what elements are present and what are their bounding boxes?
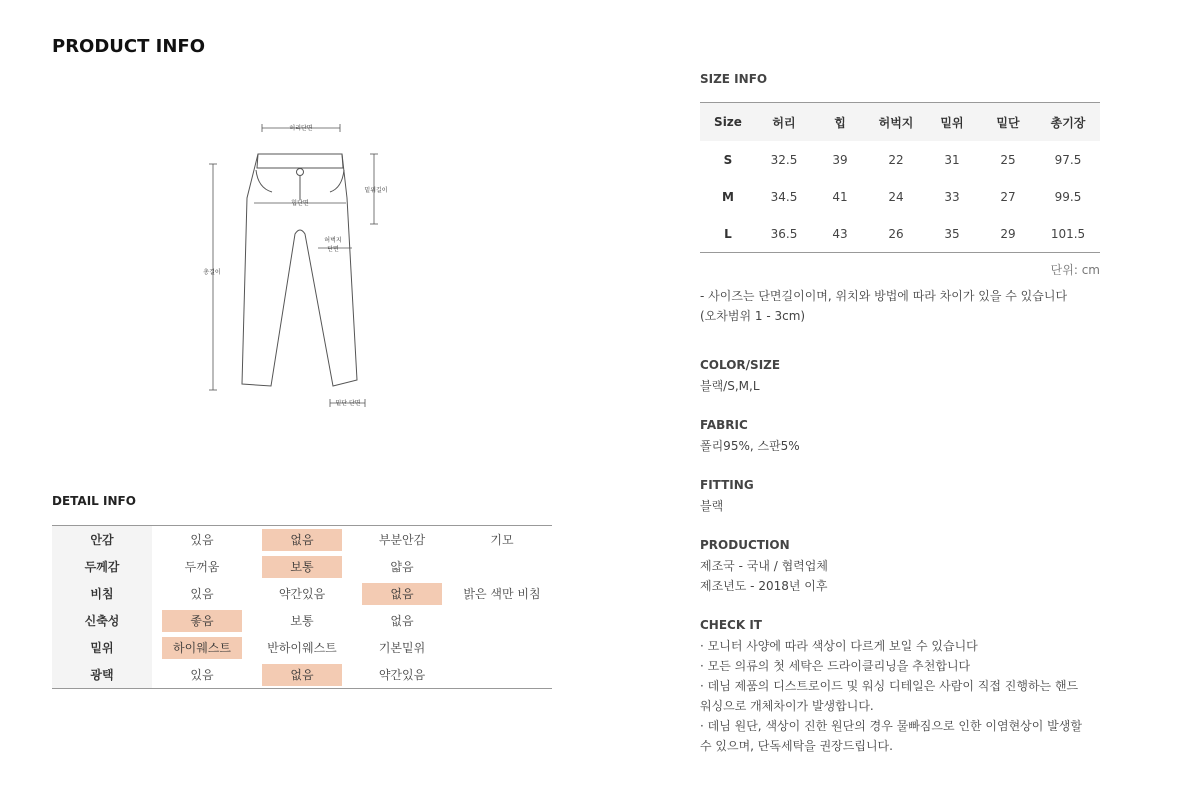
option-cell: [462, 637, 542, 659]
size-cell: 25: [1000, 152, 1016, 167]
col-header: 허벅지: [878, 115, 914, 130]
size-cell: M: [722, 189, 734, 204]
check-it-line: · 데님 원단, 색상이 진한 원단의 경우 물빠짐으로 인한 이염현상이 발생할: [700, 719, 1082, 733]
size-cell: 36.5: [770, 226, 798, 241]
option-cell: 보통: [290, 613, 314, 628]
option-cell-selected: 없음: [362, 583, 442, 605]
size-cell: 24: [888, 189, 904, 204]
size-cell: 26: [888, 226, 904, 241]
size-info-title: SIZE INFO: [700, 72, 768, 86]
option-cell: 있음: [190, 532, 214, 547]
fabric-title: FABRIC: [700, 418, 748, 432]
option-cell-selected: 없음: [262, 529, 342, 551]
size-cell: 97.5: [1054, 152, 1082, 167]
size-cell: 27: [1000, 189, 1016, 204]
size-cell: 32.5: [770, 152, 798, 167]
check-it-line: · 모니터 사양에 따라 색상이 다르게 보일 수 있습니다: [700, 639, 978, 653]
col-header: 밑위: [940, 115, 964, 130]
size-note-line: - 사이즈는 단면길이이며, 위치와 방법에 따라 차이가 있을 수 있습니다: [700, 289, 1068, 303]
left-pocket: [256, 170, 272, 192]
detail-row-label: 안감: [52, 526, 152, 553]
col-header: Size: [714, 115, 742, 129]
option-cell: 부분안감: [378, 532, 426, 547]
label-thigh-1: 허벅지: [324, 237, 342, 244]
check-it-line: 수 있으며, 단독세탁을 권장드립니다.: [700, 739, 893, 753]
size-cell: 39: [832, 152, 848, 167]
option-cell-selected: 좋음: [162, 610, 242, 632]
waistband: [257, 154, 343, 168]
option-cell: 없음: [390, 613, 414, 628]
option-cell: 두꺼움: [184, 559, 220, 574]
size-cell: 99.5: [1054, 189, 1082, 204]
detail-info-table: [52, 525, 552, 689]
option-cell: 있음: [190, 586, 214, 601]
detail-row-thickness: [52, 553, 552, 580]
production-line: 제조년도 - 2018년 이후: [700, 579, 828, 593]
pants-diagram: [190, 118, 390, 418]
check-it-line: · 모든 의류의 첫 세탁은 드라이클리닝을 추천합니다: [700, 659, 971, 673]
detail-row-label: 광택: [52, 661, 152, 688]
right-pocket: [330, 170, 344, 192]
size-cell: 41: [832, 189, 848, 204]
option-cell: [462, 556, 542, 578]
size-cell: 33: [944, 189, 960, 204]
color-size-title: COLOR/SIZE: [700, 358, 781, 372]
check-it-title: CHECK IT: [700, 618, 762, 632]
page-title: PRODUCT INFO: [52, 36, 206, 57]
col-header: 힙: [834, 115, 846, 130]
size-cell: 22: [888, 152, 904, 167]
fabric-value: 폴리95%, 스판5%: [700, 439, 800, 453]
size-cell: 34.5: [770, 189, 798, 204]
col-header: 밑단: [996, 115, 1020, 130]
detail-row-rise: [52, 634, 552, 661]
fitting-value: 블랙: [700, 499, 724, 513]
production-line: 제조국 - 국내 / 협력업체: [700, 559, 828, 573]
option-cell: 약간있음: [278, 586, 326, 601]
label-length: 총길이: [203, 269, 221, 276]
detail-row-gloss: [52, 661, 552, 688]
size-cell: S: [723, 152, 733, 167]
size-note-line: (오차범위 1 - 3cm): [700, 309, 806, 323]
label-hem: 밑단 단면: [335, 400, 361, 407]
option-cell: 약간있음: [378, 667, 426, 682]
production-value: [700, 556, 828, 596]
label-rise: 밑위길이: [364, 187, 388, 194]
size-row-m: [700, 178, 1100, 215]
detail-row-label: 밑위: [52, 634, 152, 661]
label-hip: 힙단면: [291, 200, 309, 207]
size-cell: 31: [944, 152, 960, 167]
option-cell-selected: 보통: [262, 556, 342, 578]
label-waist: 허리단면: [289, 125, 313, 132]
detail-row-label: 비침: [52, 580, 152, 607]
detail-row-label: 두께감: [52, 553, 152, 580]
check-it-line: · 데님 제품의 디스트로이드 및 워싱 디테일은 사람이 직접 진행하는 핸드: [700, 679, 1079, 693]
detail-row-label: 신축성: [52, 607, 152, 634]
option-cell: 밝은 색만 비침: [463, 586, 541, 601]
size-cell: 43: [832, 226, 848, 241]
production-title: PRODUCTION: [700, 538, 790, 552]
col-header: 총기장: [1050, 115, 1086, 130]
label-thigh-2: 단면: [327, 246, 339, 253]
check-it-list: [700, 636, 1100, 756]
option-cell: 기모: [490, 532, 514, 547]
size-cell: L: [724, 226, 732, 241]
option-cell: 얇음: [390, 559, 414, 574]
size-row-l: [700, 215, 1100, 252]
detail-info-title: DETAIL INFO: [52, 494, 136, 508]
size-cell: 101.5: [1050, 226, 1086, 241]
col-header: 허리: [772, 115, 796, 130]
option-cell-selected: 없음: [262, 664, 342, 686]
detail-row-sheerness: [52, 580, 552, 607]
option-cell: [462, 664, 542, 686]
option-cell: 반하이웨스트: [267, 640, 337, 655]
fitting-title: FITTING: [700, 478, 754, 492]
size-table-header: [700, 103, 1100, 141]
color-size-value: 블랙/S,M,L: [700, 379, 760, 393]
size-cell: 29: [1000, 226, 1016, 241]
button: [297, 169, 304, 176]
size-cell: 35: [944, 226, 960, 241]
detail-row-lining: [52, 526, 552, 553]
size-row-s: [700, 141, 1100, 178]
option-cell: [462, 610, 542, 632]
option-cell: 기본밑위: [378, 640, 426, 655]
detail-row-stretch: [52, 607, 552, 634]
size-note: [700, 286, 1100, 326]
size-table: [700, 102, 1100, 253]
option-cell: 있음: [190, 667, 214, 682]
check-it-line: 워싱으로 개체차이가 발생합니다.: [700, 699, 874, 713]
option-cell-selected: 하이웨스트: [162, 637, 242, 659]
unit-label: 단위: cm: [1050, 263, 1100, 277]
